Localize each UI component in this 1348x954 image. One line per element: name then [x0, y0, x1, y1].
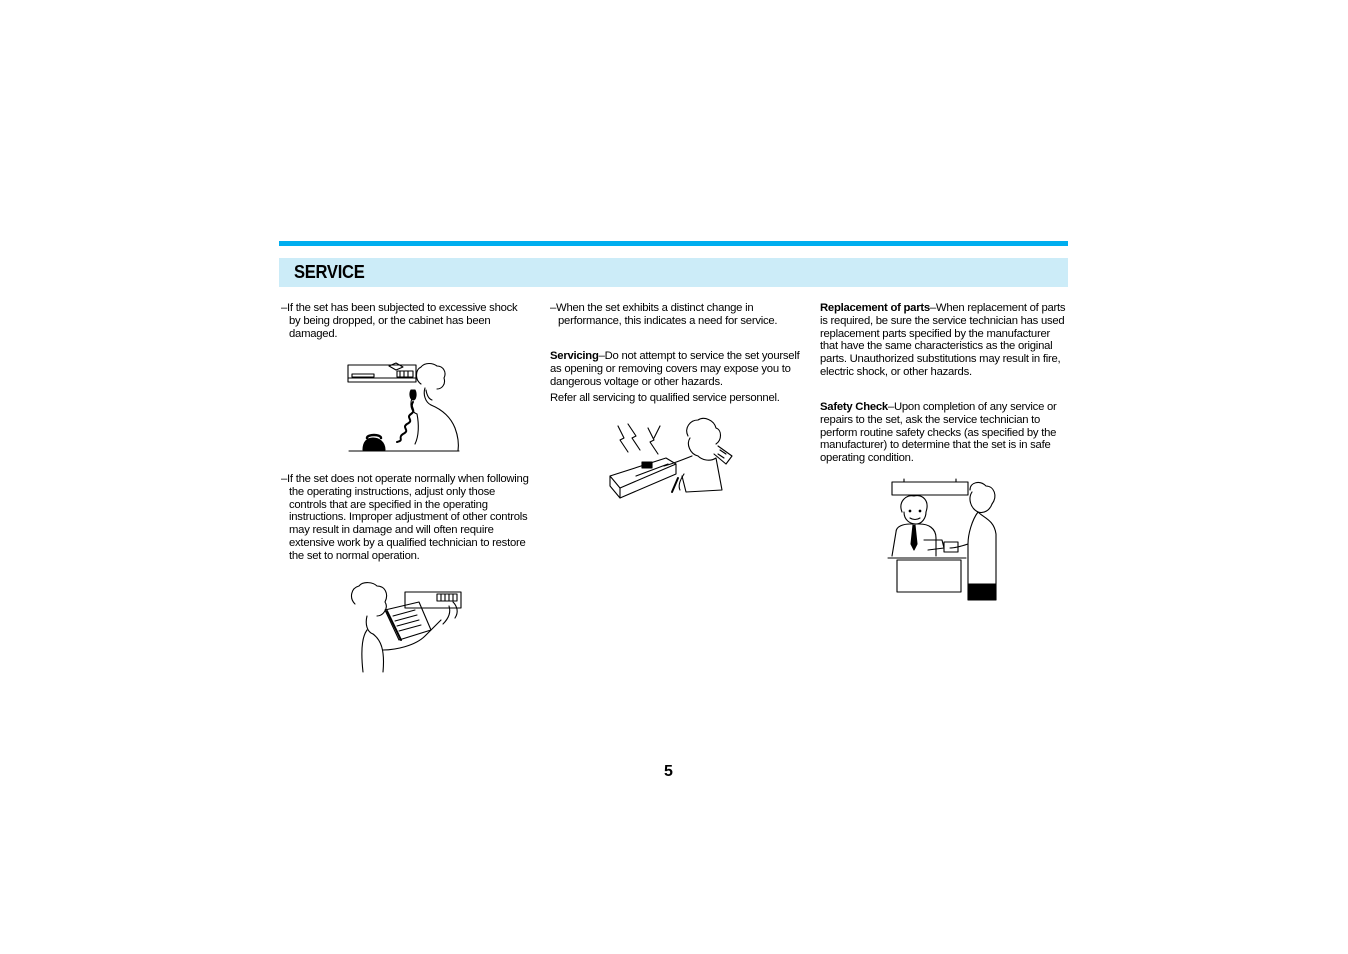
phone-call-illustration	[345, 358, 465, 454]
servicing-text: –Do not attempt to service the set yourself as opening or removing covers may expose you to dangerous voltage or other hazards.	[550, 350, 800, 388]
page-number: 5	[664, 763, 673, 780]
header-rule	[279, 241, 1068, 246]
reading-manual-illustration	[345, 580, 467, 674]
refer-servicing-text: Refer all servicing to qualified service personnel.	[550, 392, 780, 405]
servicing-term: Servicing	[550, 350, 599, 362]
column2-paragraph-performance: –When the set exhibits a distinct change in performance, this indicates a need for service.	[550, 302, 778, 327]
service-counter-illustration	[884, 478, 1002, 602]
replacement-parts-term: Replacement of parts	[820, 302, 930, 314]
section-header-band	[279, 258, 1068, 287]
replacement-parts-text: –When replacement of parts is required, be sure the service technician has used replacement parts specified by the manufacturer that have the same characteristics as the original parts. Unauthorized substitutions may result in fire, electric shock, or other hazards.	[820, 302, 1066, 378]
replacement-parts-paragraph	[820, 302, 1068, 379]
electric-shock-illustration	[606, 416, 738, 502]
safety-check-paragraph	[820, 401, 1068, 465]
safety-check-term: Safety Check	[820, 401, 888, 413]
section-title: SERVICE	[294, 262, 365, 282]
column1-paragraph-improper-adjustment: –If the set does not operate normally when following the operating instructions, adjust only those controls that are specified in the operating instructions. Improper adjustment of other controls may result in damage and will often require extensive work by a qualified technician to restore the set to normal operation.	[281, 473, 529, 562]
safety-check-text: –Upon completion of any service or repairs to the set, ask the service technician to perform routine safety checks (as specified by the manufacturer) to determine that the set is in safe operating condition.	[820, 401, 1057, 465]
servicing-paragraph	[550, 350, 800, 405]
column1-paragraph-shock: –If the set has been subjected to excessive shock by being dropped, or the cabinet has been damaged.	[281, 302, 518, 340]
